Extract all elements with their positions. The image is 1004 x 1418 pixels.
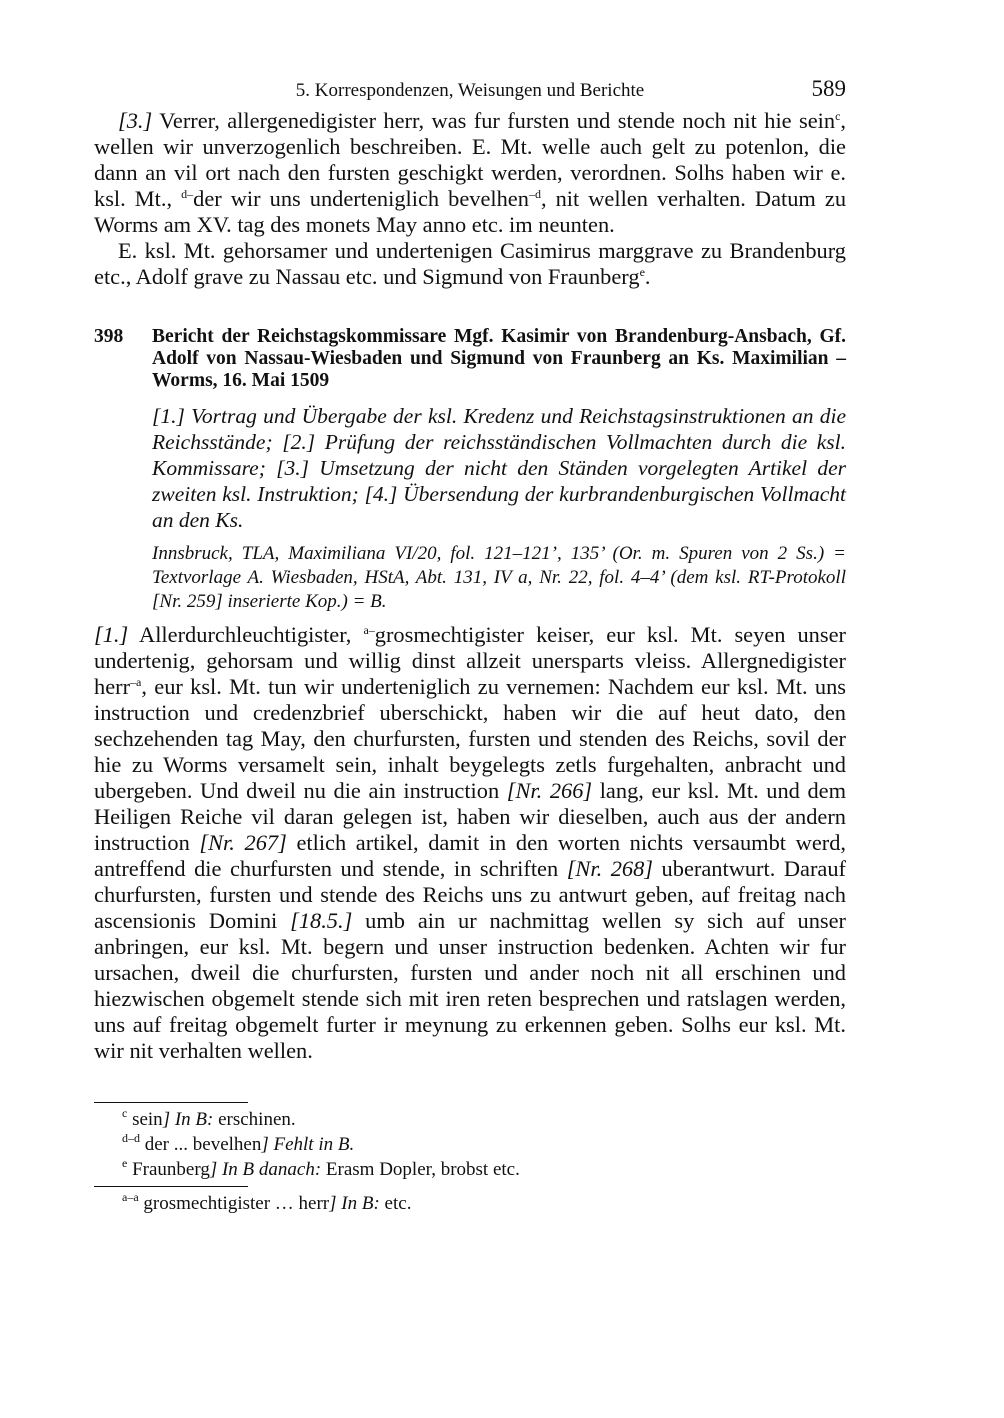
text-span: lang, eur ksl. Mt. und dem Heiligen Reiche vil daran gelegen ist, haben wir dieselben, auch aus der andern instruction xyxy=(94,778,846,855)
footnote-mark: a–a xyxy=(122,1190,139,1204)
footnote-lemma: Fraunberg xyxy=(127,1159,210,1180)
document-head-body xyxy=(152,326,846,614)
text-span: Verrer, allergenedigister herr, was fur fursten und stende noch nit hie sein xyxy=(152,108,836,133)
footnote-ref-d-end: –d xyxy=(528,187,541,201)
footnote-ref-c: c xyxy=(835,109,841,123)
cross-reference: [Nr. 266] xyxy=(506,778,593,803)
footnote-ref-d-start: d– xyxy=(181,187,194,201)
footnote-mark: d–d xyxy=(122,1131,140,1145)
document-page xyxy=(94,74,846,1216)
text-span: , wellen wir unverzogenlich beschreiben. E. Mt. welle auch gelt zu potenlon, die dann an vil ort nach den fursten geschigkt werden, verordnen. Solhs haben wir e. ksl. Mt., xyxy=(94,108,846,211)
date-reference: [18.5.] xyxy=(290,908,353,933)
footnote xyxy=(122,1132,846,1157)
text-span: , eur ksl. Mt. tun wir underteniglich zu vernemen: Nachdem eur ksl. Mt. uns instruction und credenzbrief uberschickt, haben wir die auf heut dato, den sechzehenden tag May, den churfursten, fursten und stenden des Reichs, sovil der hie zu Worms versamelt sein, inhalt beygelegts zetls furgehalten, anbracht und ubergeben. Und dweil nu die ain instruction xyxy=(94,674,846,803)
text-span: umb ain ur nachmittag wellen sy sich auf unser anbringen, eur ksl. Mt. begern und unser instruction bedenken. Achten wir fur ursachen, dweil die churfursten, fursten und ander noch nit all erschinen und hiezwischen obgemelt stende sich mit iren reten besprechen und ratslagen werden, uns auf freitag obgemelt furter ir meynung zu erkennen geben. Solhs eur ksl. Mt. wir nit verhalten wellen. xyxy=(94,908,846,1063)
footnote-lemma: grosmechtigister … herr xyxy=(138,1193,330,1214)
footnote-mark: e xyxy=(122,1156,128,1170)
document-number: 398 xyxy=(94,326,124,347)
document-heading xyxy=(94,326,846,614)
footnote-note: ] Fehlt in B. xyxy=(261,1134,355,1155)
document-sources: Innsbruck, TLA, Maximiliana VI/20, fol. 121–121’, 135’ (Or. m. Spuren von 2 Ss.) = Textvorlage A. Wiesbaden, HStA, Abt. 131, IV a, Nr. 22, fol. 4–4’ (dem ksl. RT-Protokoll [Nr. 259] inserierte Kop.) = B. xyxy=(152,543,846,612)
text-span: Allerdurchleuchtigister, xyxy=(128,622,364,647)
footnote-text: etc. xyxy=(379,1193,412,1214)
text-span: grosmechtigister keiser, eur ksl. Mt. seyen unser undertenig, gehorsam und willig dinst allzeit unersparts vleiss. Allergnedigister herr xyxy=(94,622,846,699)
footnote-lemma: sein xyxy=(127,1109,163,1130)
footnotes xyxy=(94,1102,846,1216)
text-span: der wir uns underteniglich bevelhen xyxy=(193,186,529,211)
footnote-lemma: der ... bevelhen xyxy=(140,1134,262,1155)
cross-reference: [Nr. 267] xyxy=(199,830,287,855)
footnote-text: erschinen. xyxy=(213,1109,296,1130)
prev-doc-signature xyxy=(94,238,846,290)
footnote-ref-e: e xyxy=(639,265,645,279)
document-body-paragraph-1 xyxy=(94,622,846,1064)
footnote-ref-a-start: a– xyxy=(363,623,375,637)
footnote xyxy=(122,1191,846,1216)
page-header xyxy=(94,74,846,108)
footnote-note: ] In B: xyxy=(329,1193,380,1214)
text-span: uberantwurt. Darauf churfursten, fursten und stende des Reichs uns zu antwurt geben, auf freitag nach ascensionis Domini xyxy=(94,856,847,933)
cross-reference: [Nr. 268] xyxy=(566,856,654,881)
document-regest: [1.] Vortrag und Übergabe der ksl. Kredenz und Reichstagsinstruktionen an die Reichsstände; [2.] Prüfung der reichsständischen Vollmachten durch die ksl. Kommissare; [3.] Umsetzung der nicht den Ständen vorgelegten Artikel der zweiten ksl. Instruktion; [4.] Übersendung der kurbrandenburgischen Vollmacht an den Ks. xyxy=(152,404,846,532)
text-span: , nit wellen verhalten. Datum zu Worms am XV. tag des monets May anno etc. im neunten. xyxy=(94,186,847,237)
prev-doc-paragraph-3 xyxy=(94,108,846,238)
document-title: Bericht der Reichstagskommissare Mgf. Kasimir von Brandenburg-Ansbach, Gf. Adolf von Nassau-Wiesbaden und Sigmund von Fraunberg an Ks. Maximilian – Worms, 16. Mai 1509 xyxy=(152,326,846,391)
footnote-text: Erasm Dopler, brobst etc. xyxy=(321,1159,520,1180)
section-marker: [1.] xyxy=(94,622,129,647)
page-number: 589 xyxy=(811,76,846,101)
running-title: 5. Korrespondenzen, Weisungen und Berichte xyxy=(295,80,645,101)
footnote-ref-a-end: –a xyxy=(130,675,142,689)
footnotes-document xyxy=(94,1187,846,1216)
footnote xyxy=(122,1107,846,1132)
text-span: E. ksl. Mt. gehorsamer und undertenigen Casimirus marggrave zu Brandenburg etc., Adolf grave zu Nassau etc. und Sigmund von Fraunberg xyxy=(94,238,846,289)
footnote-mark: c xyxy=(122,1106,128,1120)
footnote xyxy=(122,1157,846,1182)
text-span: etlich artikel, damit in den worten nichts versaumbt werd, antreffend die churfursten und stende, in schriften xyxy=(94,830,847,881)
section-marker: [3.] xyxy=(118,108,153,133)
footnotes-prev-doc xyxy=(94,1103,846,1182)
text-span: . xyxy=(644,264,651,289)
footnote-note: ] In B: xyxy=(162,1109,214,1130)
footnote-note: ] In B danach: xyxy=(209,1159,322,1180)
